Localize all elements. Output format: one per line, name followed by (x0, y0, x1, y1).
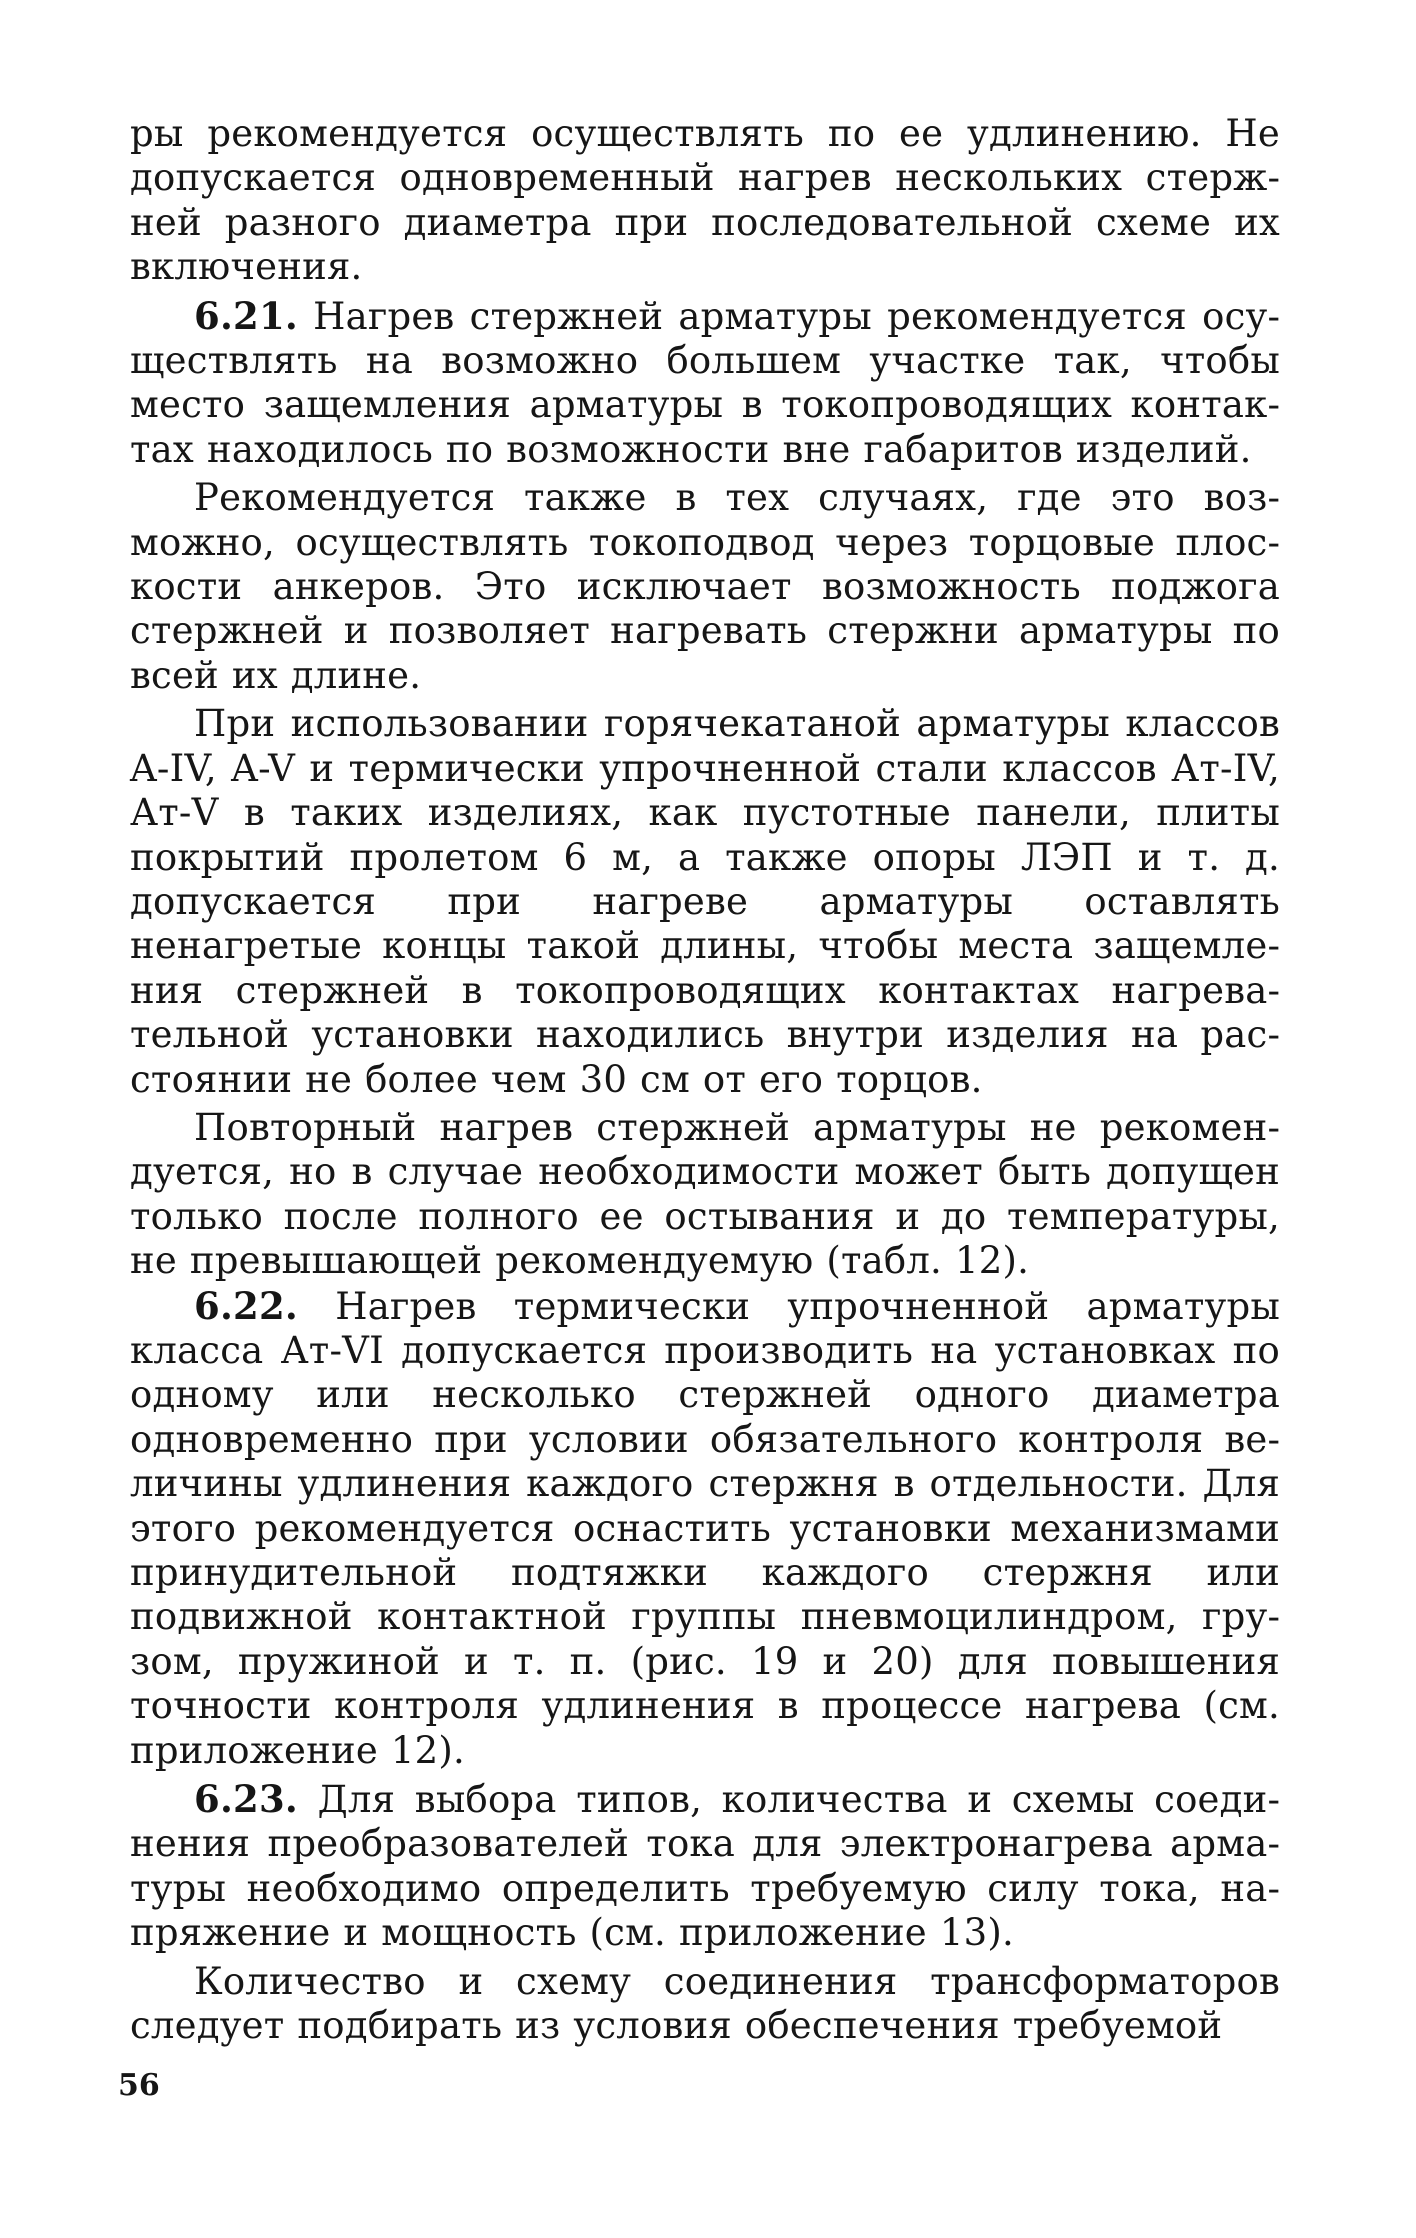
clause-number: 6.22. (194, 1283, 298, 1328)
paragraph-text: Количество и схему соединения трансформаторов следует подбирать из условия обеспечения требуемой (130, 1959, 1280, 2048)
paragraph-6-22 (130, 1284, 1280, 1773)
paragraph-text: Повторный нагрев стержней арматуры не рекомендуется, но в случае необходимости может быть допущен только после полного ее остывания и до температуры, не превышающей рекомендуемую (табл. 12). (130, 1105, 1280, 1283)
paragraph-text: ры рекомендуется осуществлять по ее удлинению. Не допускается одновременный нагрев нескольких стержней разного диаметра при последовательной схеме их включения. (130, 112, 1280, 289)
paragraph-text: Нагрев стержней арматуры рекомендуется осуществлять на возможно большем участке так, чтобы место защемления арматуры в токопроводящих контактах находилось по возможности вне габаритов изделий. (130, 294, 1280, 471)
clause-number: 6.21. (194, 293, 298, 338)
clause-number: 6.23. (194, 1777, 298, 1822)
paragraph-text: Для выбора типов, количества и схемы соединения преобразователей тока для электронагрева арматуры необходимо определить требуемую силу тока, напряжение и мощность (см. приложение 13). (130, 1778, 1281, 1955)
document-page (130, 112, 1280, 2048)
paragraph (130, 702, 1280, 1102)
paragraph (130, 476, 1280, 698)
paragraph-continuation (130, 112, 1280, 290)
paragraph-text: Рекомендуется также в тех случаях, где это возможно, осуществлять токоподвод через торцовые плоскости анкеров. Это исключает возможность поджога стержней и позволяет нагревать стержни арматуры по всей их длине. (130, 476, 1280, 697)
page-number: 56 (118, 2068, 160, 2103)
paragraph (130, 1106, 1280, 1284)
paragraph (130, 1960, 1280, 2049)
paragraph-text: Нагрев термически упрочненной арматуры класса Ат-VI допускается производить на установках по одному или несколько стержней одного диаметра одновременно при условии обязательного контроля величины удлинения каждого стержня в отдельности. Для этого рекомендуется оснастить установки механизмами принудительной подтяжки каждого стержня или подвижной контактной группы пневмоцилиндром, грузом, пружиной и т. п. (рис. 19 и 20) для повышения точности контроля удлинения в процессе нагрева (см. приложение 12). (130, 1284, 1280, 1772)
paragraph-6-21 (130, 294, 1280, 473)
paragraph-6-23 (130, 1777, 1280, 1956)
paragraph-text: При использовании горячекатаной арматуры классов A-IV, A-V и термически упрочненной стали классов Ат-IV, Ат-V в таких изделиях, как пустотные панели, плиты покрытий пролетом 6 м, а также опоры ЛЭП и т. д. допускается при нагреве арматуры оставлять ненагретые концы такой длины, чтобы места защемления стержней в токопроводящих контактах нагревательной установки находились внутри изделия на расстоянии не более чем 30 см от его торцов. (130, 702, 1280, 1101)
